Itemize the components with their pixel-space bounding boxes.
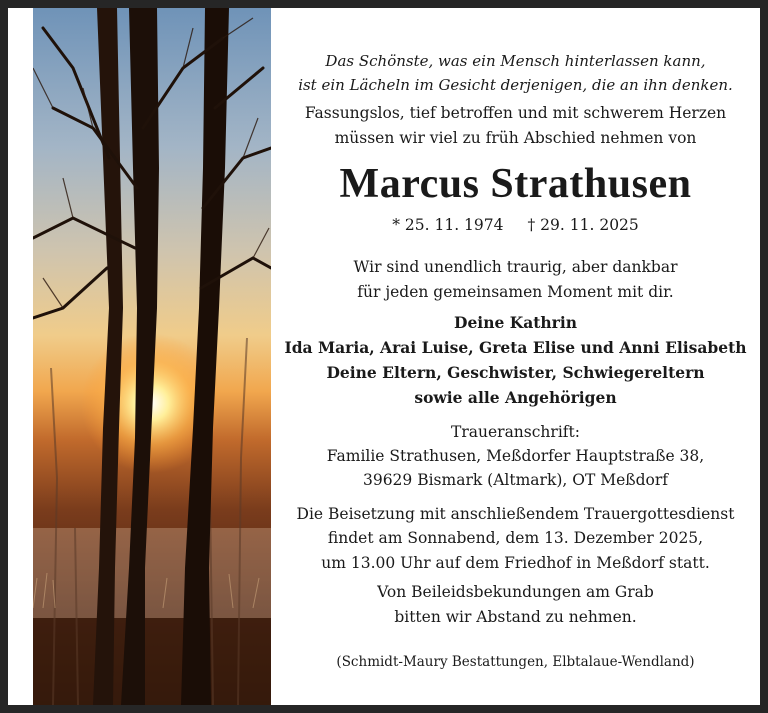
mourner-line-4: sowie alle Angehörigen — [414, 388, 617, 407]
condolence-line-2: bitten wir Abstand zu nehmen. — [394, 608, 637, 626]
life-dates — [271, 216, 760, 234]
quote-line-2: ist ein Lächeln im Gesicht derjenigen, die an ihn denken. — [298, 76, 733, 94]
deceased-name: Marcus Strathusen — [339, 161, 692, 207]
service-line-2: findet am Sonnabend, dem 13. Dezember 2025, — [327, 529, 704, 547]
mourner-line-3: Deine Eltern, Geschwister, Schwiegereltern — [326, 363, 705, 382]
quote-line-1: Das Schönste, was ein Mensch hinterlassen kann, — [325, 52, 706, 70]
forest-sunset-photo — [33, 8, 271, 705]
birth-date: * 25. 11. 1974 — [392, 216, 504, 234]
obituary-card — [8, 8, 760, 705]
message-line-2: für jeden gemeinsamen Moment mit dir. — [357, 283, 674, 301]
intro-line-2: müssen wir viel zu früh Abschied nehmen von — [334, 129, 697, 147]
address-label: Traueranschrift: — [451, 423, 580, 441]
service-line-1: Die Beisetzung mit anschließendem Trauergottesdienst — [296, 505, 735, 523]
obituary-text — [271, 8, 760, 705]
death-date: † 29. 11. 2025 — [527, 216, 639, 234]
message-line-1: Wir sind unendlich traurig, aber dankbar — [353, 258, 678, 276]
intro-line-1: Fassungslos, tief betroffen und mit schwerem Herzen — [304, 104, 727, 122]
mourner-line-1: Deine Kathrin — [454, 313, 577, 332]
address-line-2: 39629 Bismark (Altmark), OT Meßdorf — [362, 471, 669, 489]
mourner-line-2: Ida Maria, Arai Luise, Greta Elise und Anni Elisabeth — [284, 338, 747, 357]
condolence-line-1: Von Beileidsbekundungen am Grab — [377, 583, 654, 601]
service-line-3: um 13.00 Uhr auf dem Friedhof in Meßdorf statt. — [321, 554, 710, 572]
address-line-1: Familie Strathusen, Meßdorfer Hauptstraße 38, — [326, 447, 705, 465]
undertaker-credit: (Schmidt-Maury Bestattungen, Elbtalaue-Wendland) — [336, 654, 695, 670]
